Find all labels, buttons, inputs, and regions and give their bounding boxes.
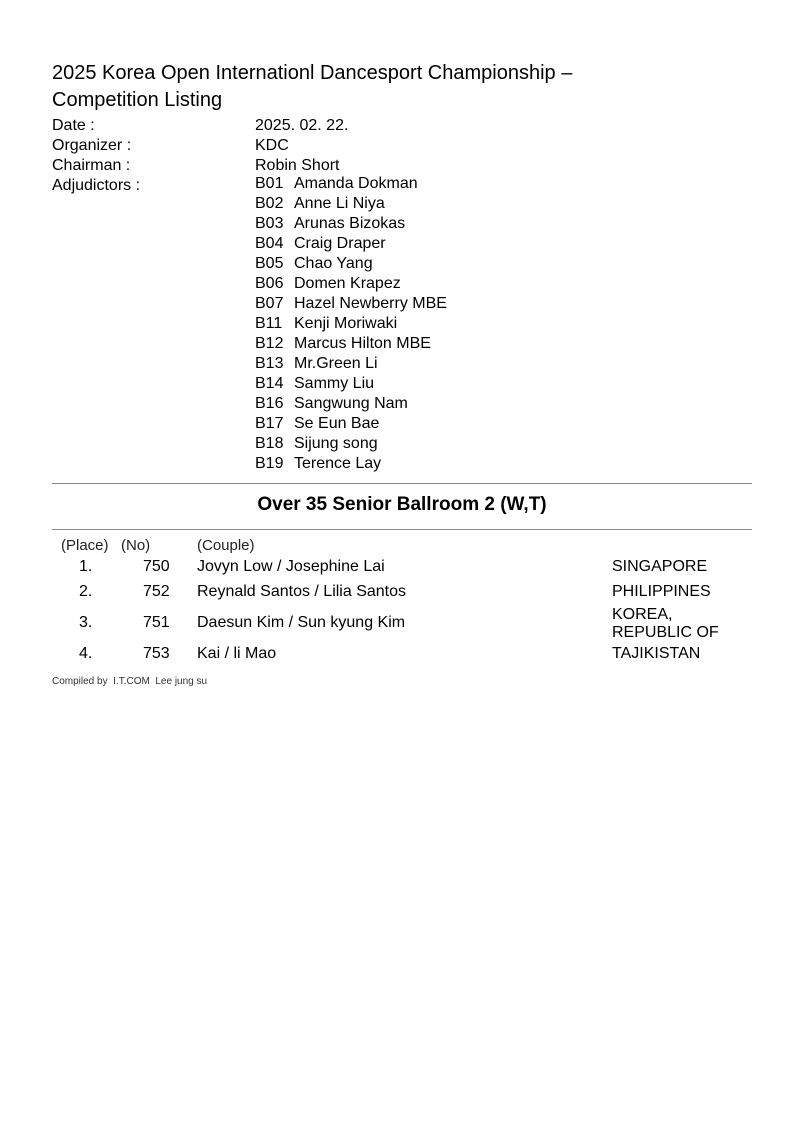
adjudicator-code: B01 [255, 175, 284, 192]
adjudicator-row [255, 214, 447, 234]
place-column-header: (Place) [61, 537, 109, 554]
adjudicator-name: Marcus Hilton MBE [294, 335, 431, 352]
adjudicator-code: B06 [255, 275, 284, 292]
place-cell: 4. [79, 645, 93, 662]
adjudicator-name: Craig Draper [294, 235, 386, 252]
adjudicator-row [255, 194, 447, 214]
couple-cell: Reynald Santos / Lilia Santos [197, 583, 407, 600]
adjudicator-row [255, 234, 447, 254]
adjudicators-label: Adjudictors : [52, 177, 141, 194]
adjudicator-name: Hazel Newberry MBE [294, 295, 447, 312]
adjudicator-code: B17 [255, 415, 284, 432]
document-title: 2025 Korea Open Internationl Dancesport Championship – Competition Listing [52, 62, 573, 111]
adjudicator-row [255, 374, 447, 394]
adjudicator-name: Domen Krapez [294, 275, 401, 292]
number-cell: 753 [143, 645, 170, 662]
adjudicator-code: B16 [255, 395, 284, 412]
adjudicator-row [255, 414, 447, 434]
adjudicator-name: Anne Li Niya [294, 195, 385, 212]
adjudicator-row [255, 334, 447, 354]
place-cell: 2. [79, 583, 93, 600]
adjudicator-name: Terence Lay [294, 455, 382, 472]
country-cell: SINGAPORE [612, 558, 708, 575]
number-column-header: (No) [121, 537, 151, 554]
organizer-label: Organizer : [52, 137, 132, 154]
adjudicator-name: Sammy Liu [294, 375, 375, 392]
number-cell: 750 [143, 558, 170, 575]
country-cell: TAJIKISTAN [612, 645, 701, 662]
adjudicator-name: Mr.Green Li [294, 355, 378, 372]
adjudicator-list [255, 174, 447, 474]
country-cell: PHILIPPINES [612, 583, 711, 600]
adjudicator-code: B03 [255, 215, 284, 232]
adjudicator-name: Sangwung Nam [294, 395, 408, 412]
adjudicator-row [255, 294, 447, 314]
place-cell: 1. [79, 558, 93, 575]
place-cell: 3. [79, 614, 93, 631]
adjudicator-code: B04 [255, 235, 284, 252]
adjudicator-row [255, 254, 447, 274]
event-title: Over 35 Senior Ballroom 2 (W,T) [257, 494, 547, 515]
adjudicator-name: Kenji Moriwaki [294, 315, 398, 332]
number-cell: 751 [143, 614, 170, 631]
adjudicator-name: Sijung song [294, 435, 378, 452]
couple-column-header: (Couple) [197, 537, 255, 554]
country-cell: KOREA, REPUBLIC OF [612, 606, 719, 641]
bottom-divider [52, 529, 752, 530]
adjudicator-code: B05 [255, 255, 284, 272]
adjudicator-code: B02 [255, 195, 284, 212]
adjudicator-code: B12 [255, 335, 284, 352]
couple-cell: Kai / li Mao [197, 645, 277, 662]
organizer-value: KDC [255, 137, 289, 154]
adjudicator-row [255, 174, 447, 194]
chairman-value: Robin Short [255, 157, 340, 174]
couple-cell: Jovyn Low / Josephine Lai [197, 558, 385, 575]
adjudicator-name: Se Eun Bae [294, 415, 380, 432]
adjudicator-row [255, 394, 447, 414]
adjudicator-row [255, 454, 447, 474]
adjudicator-name: Chao Yang [294, 255, 373, 272]
adjudicator-row [255, 314, 447, 334]
adjudicator-code: B07 [255, 295, 284, 312]
date-value: 2025. 02. 22. [255, 117, 349, 134]
date-label: Date : [52, 117, 95, 134]
adjudicator-code: B11 [255, 315, 283, 332]
result-row [0, 558, 793, 584]
adjudicator-row [255, 354, 447, 374]
adjudicator-code: B14 [255, 375, 284, 392]
footer-credit: Compiled by I.T.COM Lee jung su [52, 676, 208, 687]
adjudicator-name: Arunas Bizokas [294, 215, 406, 232]
adjudicator-row [255, 274, 447, 294]
number-cell: 752 [143, 583, 170, 600]
adjudicator-name: Amanda Dokman [294, 175, 418, 192]
couple-cell: Daesun Kim / Sun kyung Kim [197, 614, 406, 631]
chairman-label: Chairman : [52, 157, 131, 174]
result-row [0, 645, 793, 671]
result-row [0, 606, 793, 641]
adjudicator-code: B13 [255, 355, 284, 372]
top-divider [52, 483, 752, 484]
adjudicator-row [255, 434, 447, 454]
adjudicator-code: B18 [255, 435, 284, 452]
adjudicator-code: B19 [255, 455, 284, 472]
